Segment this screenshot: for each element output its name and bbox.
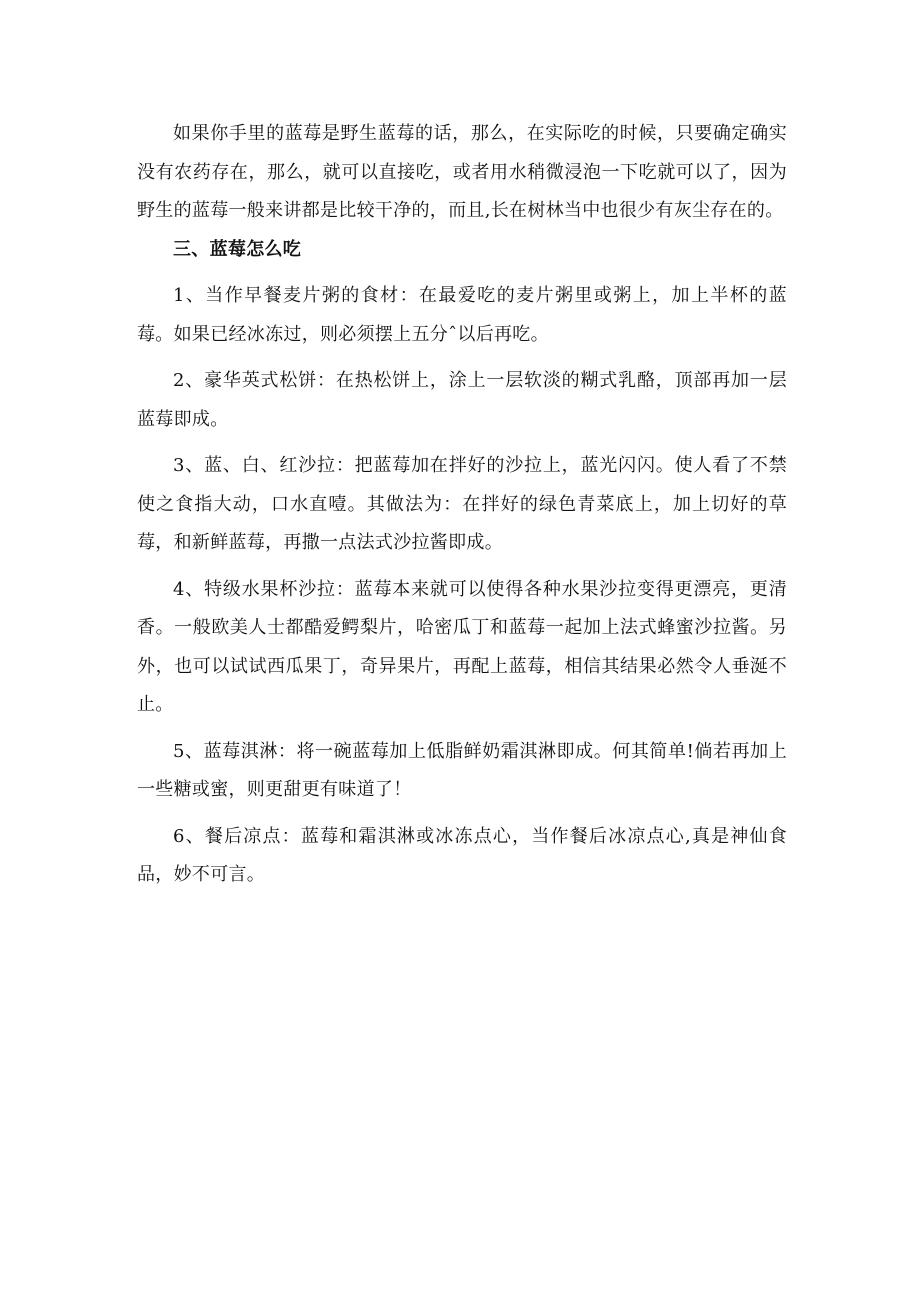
list-item-4: 4、特级水果杯沙拉：蓝莓本来就可以使得各种水果沙拉变得更漂亮，更清香。一般欧美人士都酷爱鳄梨片，哈密瓜丁和蓝莓一起加上法式蜂蜜沙拉酱。另外，也可以试试西瓜果丁，奇异果片，再配上蓝莓，相信其结果必然令人垂涎不止。 (137, 578, 787, 715)
intro-paragraph: 如果你手里的蓝莓是野生蓝莓的话，那么，在实际吃的时候，只要确定确实没有农药存在，那么，就可以直接吃，或者用水稍微浸泡一下吃就可以了，因为野生的蓝莓一般来讲都是比较干净的，而且,长在树林当中也很少有灰尘存在的。 (137, 123, 787, 221)
section-heading: 三、蓝莓怎么吃 (173, 238, 302, 260)
list-item-6: 6、餐后凉点：蓝莓和霜淇淋或冰冻点心，当作餐后冰凉点心,真是神仙食品，妙不可言。 (137, 825, 787, 885)
list-item-1: 1、当作早餐麦片粥的食材：在最爱吃的麦片粥里或粥上，加上半杯的蓝莓。如果已经冰冻过，则必须摆上五分ˆ以后再吃。 (137, 285, 787, 345)
list-item-5: 5、蓝莓淇淋：将一碗蓝莓加上低脂鲜奶霜淇淋即成。何其简单!倘若再加上一些糖或蜜，则更甜更有味道了！ (137, 740, 787, 800)
list-item-3: 3、蓝、白、红沙拉：把蓝莓加在拌好的沙拉上，蓝光闪闪。使人看了不禁使之食指大动，口水直噎。其做法为：在拌好的绿色青菜底上，加上切好的草莓，和新鲜蓝莓，再撒一点法式沙拉酱即成。 (137, 455, 787, 553)
list-item-2: 2、豪华英式松饼：在热松饼上，涂上一层软淡的糊式乳酪，顶部再加一层蓝莓即成。 (137, 370, 787, 430)
document-body (137, 115, 787, 895)
